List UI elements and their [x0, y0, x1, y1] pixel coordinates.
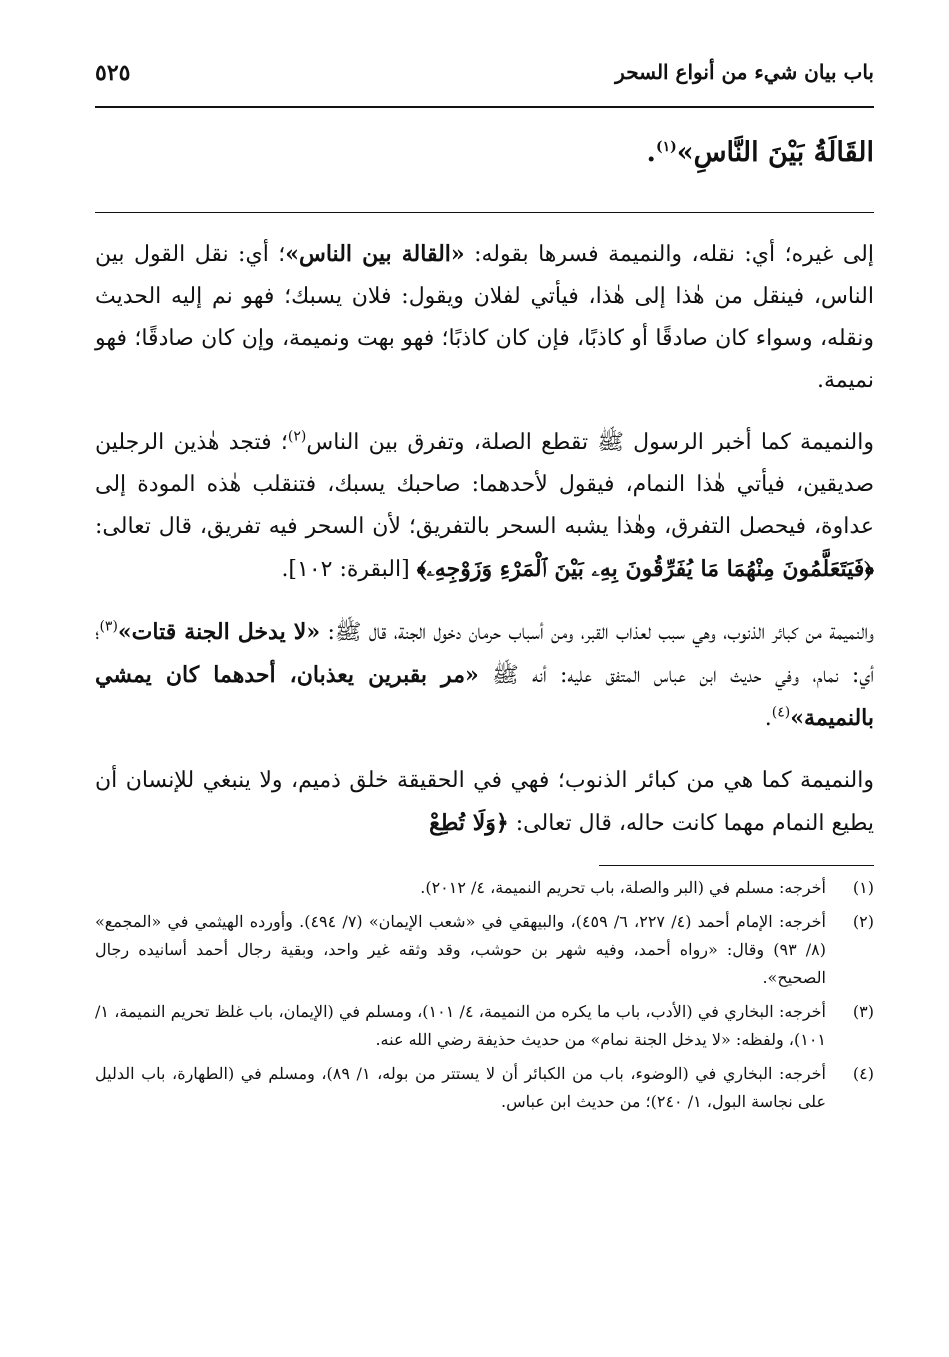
footnote-ref: (١): [655, 139, 677, 155]
footnote-number: (٤): [852, 1064, 874, 1083]
footnote-ref: (٣): [99, 618, 118, 635]
quran-verse: ﴿فَيَتَعَلَّمُونَ مِنْهُمَا مَا يُفَرِّقُونَ بِهِۦ بَيْنَ ٱلْمَرْءِ وَزَوْجِهِۦ﴾: [416, 556, 874, 582]
footnote-text: أخرجه: الإمام أحمد (٤/ ٢٢٧، ٦/ ٤٥٩)، والبيهقي في «شعب الإيمان» (٧/ ٤٩٤). وأورده الهيثمي في «المجمع» (٨/ ٩٣) وقال: «رواه أحمد، وفيه شهر بن حوشب، وقد وثقه غير واحد، وبقية رجال أحمد أسانيده رجال الصحيح».: [95, 912, 826, 987]
hadith-quote: «لا يدخل الجنة قتات»: [117, 619, 321, 645]
body-text: إلى غيره؛ أي: نقله، والنميمة فسرها بقوله:: [464, 242, 874, 267]
continued-hadith-tail: .: [646, 137, 656, 168]
quran-verse: ﴿وَلَا تُطِعْ: [429, 810, 509, 836]
footnote-text: أخرجه: البخاري في (الوضوء، باب من الكبائر أن لا يستتر من بوله، ١/ ٨٩)، ومسلم في (الطهارة، باب الدليل على نجاسة البول، ١/ ٢٤٠)؛ من حديث ابن عباس.: [95, 1064, 826, 1111]
footnote: [95, 1060, 874, 1116]
hadith-quote: «القالة بين الناس»: [285, 241, 465, 267]
footnote-ref: (٢): [287, 428, 307, 445]
body-text: .: [764, 706, 772, 731]
body-text: ؛ أي: نقل القول بين الناس، فينقل من هٰذا إلى هٰذا، فيأتي لفلان ويقول: فلان يسبك؛ فهو نم إليه الحديث ونقله، وسواء كان صادقًا أو كاذبًا، فإن كان كاذبًا؛ فهو بهت ونميمة، وإن كان صادقًا؛ فهو نميمة.: [95, 242, 874, 393]
running-header: [95, 50, 874, 108]
section-divider: [95, 212, 874, 213]
continued-hadith-text: القَالَةُ بَيْنَ النَّاسِ»: [676, 137, 874, 168]
footnote: [95, 998, 874, 1054]
book-page: [95, 50, 874, 1337]
header-rule: [95, 106, 874, 108]
commentary-body: [95, 233, 874, 845]
footnote-number: (١): [852, 878, 874, 897]
body-text: والنميمة كما هي من كبائر الذنوب؛ فهي في الحقيقة خلق ذميم، ولا ينبغي للإنسان أن يطيع النمام مهما كانت حاله، قال تعالى:: [95, 768, 875, 836]
footnotes: [95, 874, 874, 1116]
hadith-quote: «مر بقبرين يعذبان، أحدهما كان يمشي بالنميمة»: [95, 662, 874, 731]
footnote-text: أخرجه: البخاري في (الأدب، باب ما يكره من النميمة، ٤/ ١٠١)، ومسلم في (الإيمان، باب غلظ تحريم النميمة، ١/ ١٠١)، ولفظه: «لا يدخل الجنة نمام» من حديث حذيفة رضي الله عنه.: [95, 1002, 826, 1049]
paragraph: [95, 422, 874, 591]
body-text: والنميمة من كبائر الذنوب، وهي سبب لعذاب القبر، ومن أسباب حرمان دخول الجنة، قال ﷺ:: [320, 620, 874, 645]
body-text: ؛ فتجد هٰذين الرجلين صديقين، فيأتي هٰذا النمام، فيقول لأحدهما: صاحبك يسبك، فتنقلب هٰذه المودة إلى عداوة، فيحصل التفرق، وهٰذا يشبه السحر بالتفريق؛ لأن السحر فيه تفريق، قال تعالى:: [95, 430, 874, 539]
footnote-number: (٣): [852, 1002, 874, 1021]
footnote: [95, 908, 874, 992]
paragraph: [95, 611, 874, 740]
footnote-divider: [599, 865, 874, 866]
footnote-number: (٢): [852, 912, 874, 931]
footnote: [95, 874, 874, 902]
body-text: ؛ أي: نمام، وفي حديث ابن عباس المتفق عليه: أنه ﷺ: [95, 620, 874, 688]
footnote-text: أخرجه: مسلم في (البر والصلة، باب تحريم النميمة، ٤/ ٢٠١٢).: [420, 878, 826, 897]
body-text: والنميمة كما أخبر الرسول ﷺ تقطع الصلة، وتفرق بين الناس: [306, 430, 874, 455]
chapter-title: باب بيان شيء من أنواع السحر: [615, 60, 874, 84]
page-number: ٥٢٥: [95, 60, 131, 86]
body-text: [البقرة: ١٠٢].: [281, 557, 417, 582]
footnote-ref: (٤): [771, 704, 791, 721]
paragraph: [95, 233, 874, 402]
paragraph: [95, 760, 874, 845]
continued-hadith-line: [95, 130, 874, 190]
